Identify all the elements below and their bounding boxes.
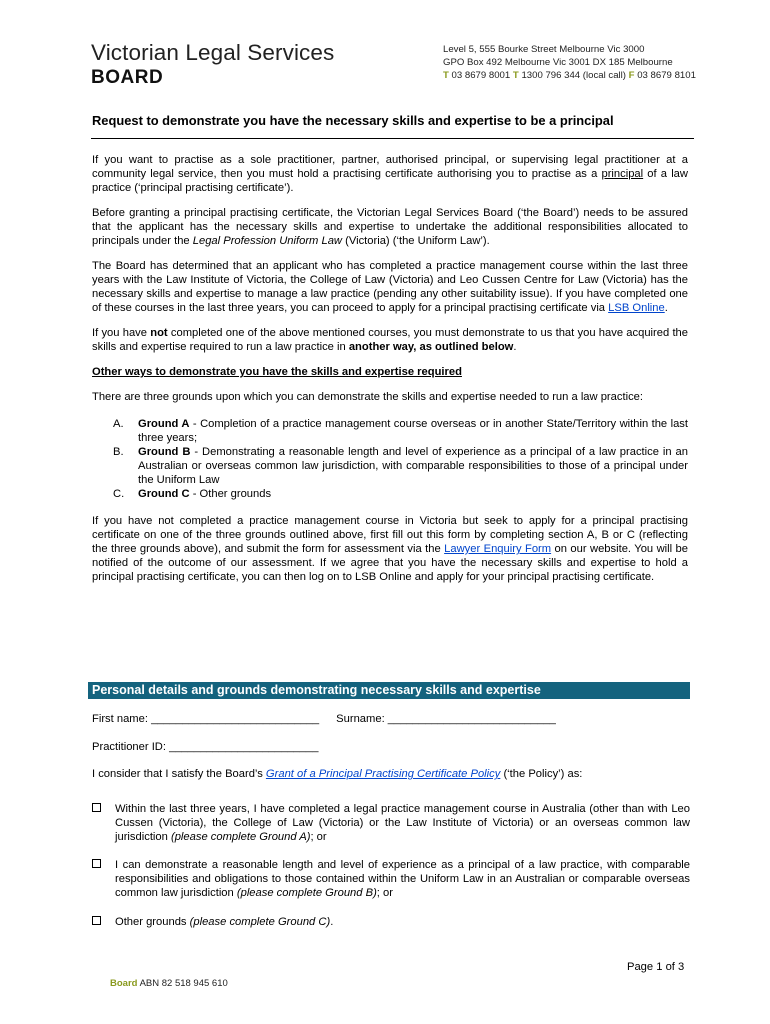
page-title: Request to demonstrate you have the necessary skills and expertise to be a principal: [92, 113, 614, 128]
surname-field[interactable]: ___________________________: [387, 713, 556, 725]
page-number: Page 1 of 3: [627, 961, 685, 973]
checkbox-ground-c[interactable]: [92, 916, 101, 925]
phone-key: T: [443, 70, 449, 81]
surname-label: Surname:: [336, 713, 385, 725]
phone-line: [443, 69, 696, 82]
practitioner-id-label: Practitioner ID:: [92, 741, 166, 753]
grounds-intro: There are three grounds upon which you can demonstrate the skills and expertise needed to run a law practice:: [92, 391, 643, 403]
practitioner-id-row: [92, 741, 318, 753]
intro-paragraph-4: If you have not completed one of the above mentioned courses, you must demonstrate to us that you have acquired the skills and expertise required to run a law practice in another way, as outlined below.: [92, 327, 688, 353]
fax-number: 03 8679 8101: [637, 70, 696, 81]
ground-c-item: C. Ground C - Other grounds: [113, 488, 272, 500]
footer-abn: Board ABN 82 518 945 610: [110, 978, 228, 989]
option-ground-c: Other grounds (please complete Ground C).: [92, 915, 690, 929]
subheading-other-ways: Other ways to demonstrate you have the skills and expertise required: [92, 366, 462, 378]
contact-details: [443, 43, 696, 82]
lawyer-enquiry-form-link[interactable]: Lawyer Enquiry Form: [444, 543, 552, 555]
name-row: [92, 713, 556, 725]
intro-paragraph-3: The Board has determined that an applicant who has completed a practice management course within the last three years with the Law Institute of Victoria, the College of Law (Victoria) and Leo Cussen Centre for Law (Victoria) has the necessary skills and expertise to manage a law practice (pending any other suitability issue). If you have completed one of these courses in the last three years, you can proceed to apply for a principal practising certificate via LSB Online.: [92, 260, 688, 314]
grounds-list: [92, 417, 688, 501]
intro-paragraph-1: If you want to practise as a sole practitioner, partner, authorised principal, or supervising legal practitioner at a community legal service, then you must hold a practising certificate authorising you to practise as a principal of a law practice (‘principal practising certificate’).: [92, 154, 688, 194]
address-line-2: GPO Box 492 Melbourne Vic 3001 DX 185 Melbourne: [443, 57, 673, 68]
ground-b-item: B. Ground B - Demonstrating a reasonable length and level of experience as a principal of a law practice in an Australian or overseas common law jurisdiction, with comparable responsibilities to those of a principal under the Uniform Law: [113, 446, 688, 486]
intro-content: [92, 153, 688, 595]
principal-link[interactable]: principal: [601, 168, 644, 180]
option-ground-a: Within the last three years, I have completed a legal practice management course in Australia (other than with Leo Cussen (Victoria), the College of Law (Victoria) or the Law Institute of Victoria) or an overseas common law jurisdiction (please complete Ground A); or: [92, 802, 690, 844]
intro-paragraph-6: If you have not completed a practice management course in Victoria but seek to apply for a principal practising certificate on one of the three grounds outlined above, first fill out this form by completing section A, B or C (reflecting the three grounds above), and submit the form for assessment via the Lawyer Enquiry Form on our website. You will be notified of the outcome of our assessment. If we agree that you have the necessary skills and expertise to hold a principal practising certificate, you can then log on to LSB Online and apply for your principal practising certificate.: [92, 515, 688, 583]
checkbox-ground-a[interactable]: [92, 803, 101, 812]
intro-paragraph-2: Before granting a principal practising certificate, the Victorian Legal Services Board (‘the Board’) needs to be assured that the applicant has the necessary skills and expertise to undertake the additional responsibilities allocated to principals under the Legal Profession Uniform Law (Victoria) (‘the Uniform Law’).: [92, 207, 688, 247]
lsb-online-link[interactable]: LSB Online: [608, 302, 665, 314]
first-name-label: First name:: [92, 713, 148, 725]
ground-a-item: A. Ground A - Completion of a practice management course overseas or in another State/Territory within the last three years;: [113, 418, 688, 444]
practitioner-id-field[interactable]: ________________________: [169, 741, 319, 753]
title-divider: [91, 138, 694, 139]
vlsb-logo: [91, 42, 334, 87]
phone-number-2: 1300 796 344 (local call): [521, 70, 626, 81]
option-ground-b: I can demonstrate a reasonable length and level of experience as a principal of a law practice, with comparable responsibilities and obligations to those contained within the Uniform Law in an Australian or comparable overseas common law jurisdiction (please complete Ground B); or: [92, 858, 690, 900]
policy-link[interactable]: Grant of a Principal Practising Certificate Policy: [265, 768, 501, 780]
first-name-field[interactable]: ___________________________: [151, 713, 320, 725]
address-line-1: Level 5, 555 Bourke Street Melbourne Vic 3000: [443, 44, 645, 55]
logo-line-2: BOARD: [91, 66, 164, 88]
phone-key-2: T: [512, 70, 519, 81]
section-header-personal-details: Personal details and grounds demonstrating necessary skills and expertise: [88, 682, 690, 699]
phone-number: 03 8679 8001: [451, 70, 511, 81]
checkbox-ground-b[interactable]: [92, 859, 101, 868]
consider-statement: I consider that I satisfy the Board’s Grant of a Principal Practising Certificate Policy (‘the Policy’) as:: [92, 768, 583, 780]
logo-line-1: Victorian Legal Services: [91, 40, 335, 65]
fax-key: F: [628, 70, 635, 81]
